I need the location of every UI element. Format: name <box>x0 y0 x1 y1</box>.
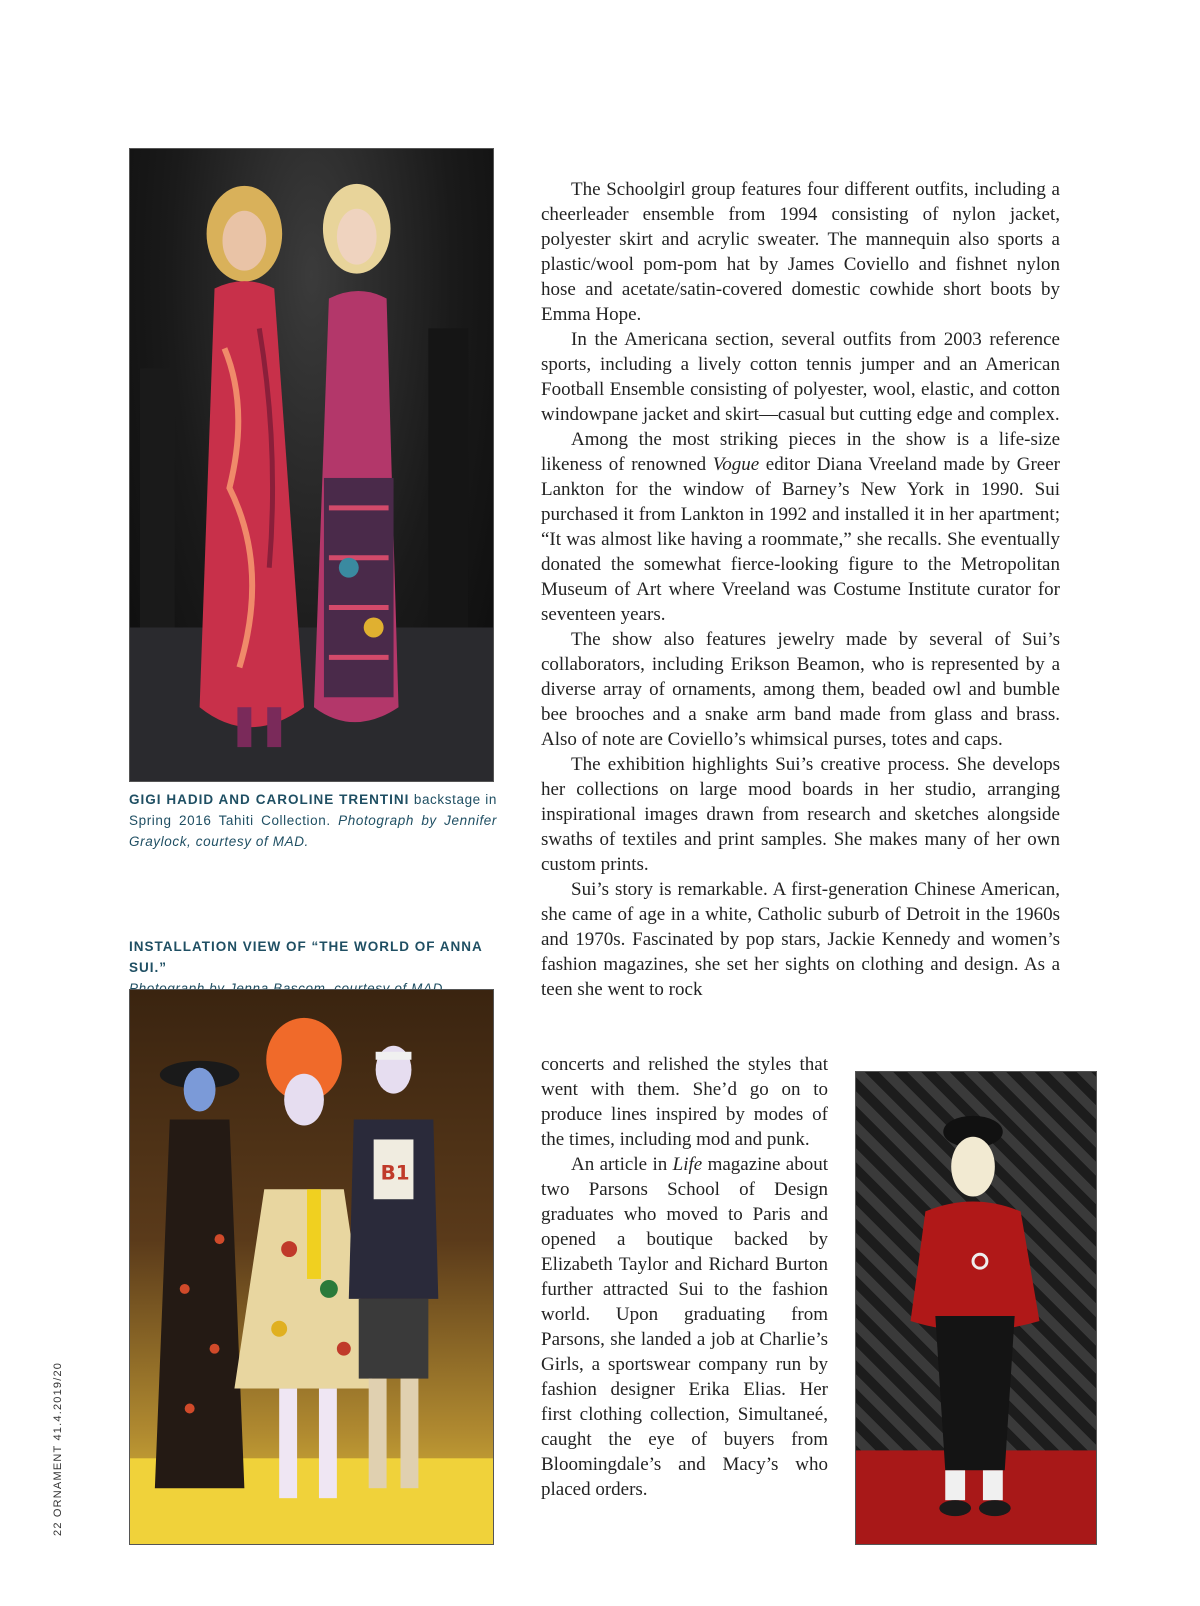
paragraph-schoolgirl: The Schoolgirl group features four different outfits, including a cheerleader ensemble from 1994 consisting of nylon jacket, polyester skirt and acrylic sweater. The mannequin also sports a plastic/wool pom-pom hat by James Coviello and fishnet nylon hose and acetate/satin-covered domestic cowhide short boots by Emma Hope. <box>541 179 1060 325</box>
photo-vreeland-figure <box>855 1071 1097 1545</box>
caption-models-credit: Photograph by Jennifer Graylock, courtesy of MAD. <box>129 813 497 849</box>
models-illustration <box>130 149 493 781</box>
paragraph-life-part2: magazine about two Parsons School of Design graduates who moved to Paris and opened a boutique backed by Elizabeth Taylor and Richard Burton further attracted Sui to the fashion world. Upon graduating from Parsons, she landed a job at Charlie’s Girls, a sportswear company run by fashion designer Erika Elias. Her first clothing collection, Simultaneé, caught the eye of buyers from Bloomingdale’s and Macy’s who placed orders. <box>541 1154 828 1500</box>
paragraph-jewelry: The show also features jewelry made by several of Sui’s collaborators, including Erikson Beamon, who is represented by a diverse array of ornaments, among them, beaded owl and bumble bee brooches and a snake arm band made from glass and brass. Also of note are Coviello’s whimsical purses, totes and caps. <box>541 629 1060 750</box>
life-title: Life <box>672 1154 703 1175</box>
vreeland-illustration <box>856 1072 1096 1544</box>
article-column-main <box>541 177 1060 1002</box>
paragraph-life-part1: An article in <box>571 1154 673 1175</box>
paragraph-process: The exhibition highlights Sui’s creative process. She develops her collections on large mood boards in her studio, arranging inspirational images drawn from research and sketches alongside swaths of textiles and print samples. She makes many of her own custom prints. <box>541 754 1060 875</box>
paragraph-story-continued: concerts and relished the styles that went with them. She’d go on to produce lines inspired by modes of the times, including mod and punk. <box>541 1054 828 1150</box>
paragraph-vreeland-part1: Among the most striking pieces in the show is a life-size likeness of renowned <box>541 429 1060 475</box>
paragraph-americana: In the Americana section, several outfits from 2003 reference sports, including a lively cotton tennis jumper and an American Football Ensemble consisting of polyester, wool, elastic, and cotton windowpane jacket and skirt—casual but cutting edge and complex. <box>541 329 1060 425</box>
article-column-narrow <box>541 1052 828 1502</box>
installation-illustration <box>130 990 493 1544</box>
caption-models-names: GIGI HADID AND CAROLINE TRENTINI <box>129 792 410 807</box>
paragraph-vreeland-part2: editor Diana Vreeland made by Greer Lankton for the window of Barney’s New York in 1990. Sui purchased it from Lankton in 1992 and installed it in her apartment; “It was almost like having a roommate,” she recalls. She eventually donated the somewhat fierce-looking figure to the Metropolitan Museum of Art where Vreeland was Costume Institute curator for seventeen years. <box>541 454 1060 625</box>
caption-installation-title: INSTALLATION VIEW OF “THE WORLD OF ANNA SUI.” <box>129 939 483 975</box>
paragraph-story-start: Sui’s story is remarkable. A first-generation Chinese American, she came of age in a white, Catholic suburb of Detroit in the 1960s and 1970s. Fascinated by pop stars, Jackie Kennedy and women’s fashion magazines, she set her sights on clothing and design. As a teen she went to rock <box>541 879 1060 1000</box>
paragraph-vreeland <box>541 427 1060 627</box>
caption-models-text: backstage in Spring 2016 Tahiti Collection. <box>129 792 497 828</box>
page-folio: 22 ORNAMENT 41.4.2019/20 <box>52 1361 64 1536</box>
photo-models-backstage <box>129 148 494 782</box>
vogue-title: Vogue <box>712 454 760 475</box>
svg-text:B1: B1 <box>380 1161 410 1185</box>
photo-installation-view <box>129 989 494 1545</box>
caption-models <box>129 789 497 852</box>
paragraph-life-article <box>541 1152 828 1502</box>
